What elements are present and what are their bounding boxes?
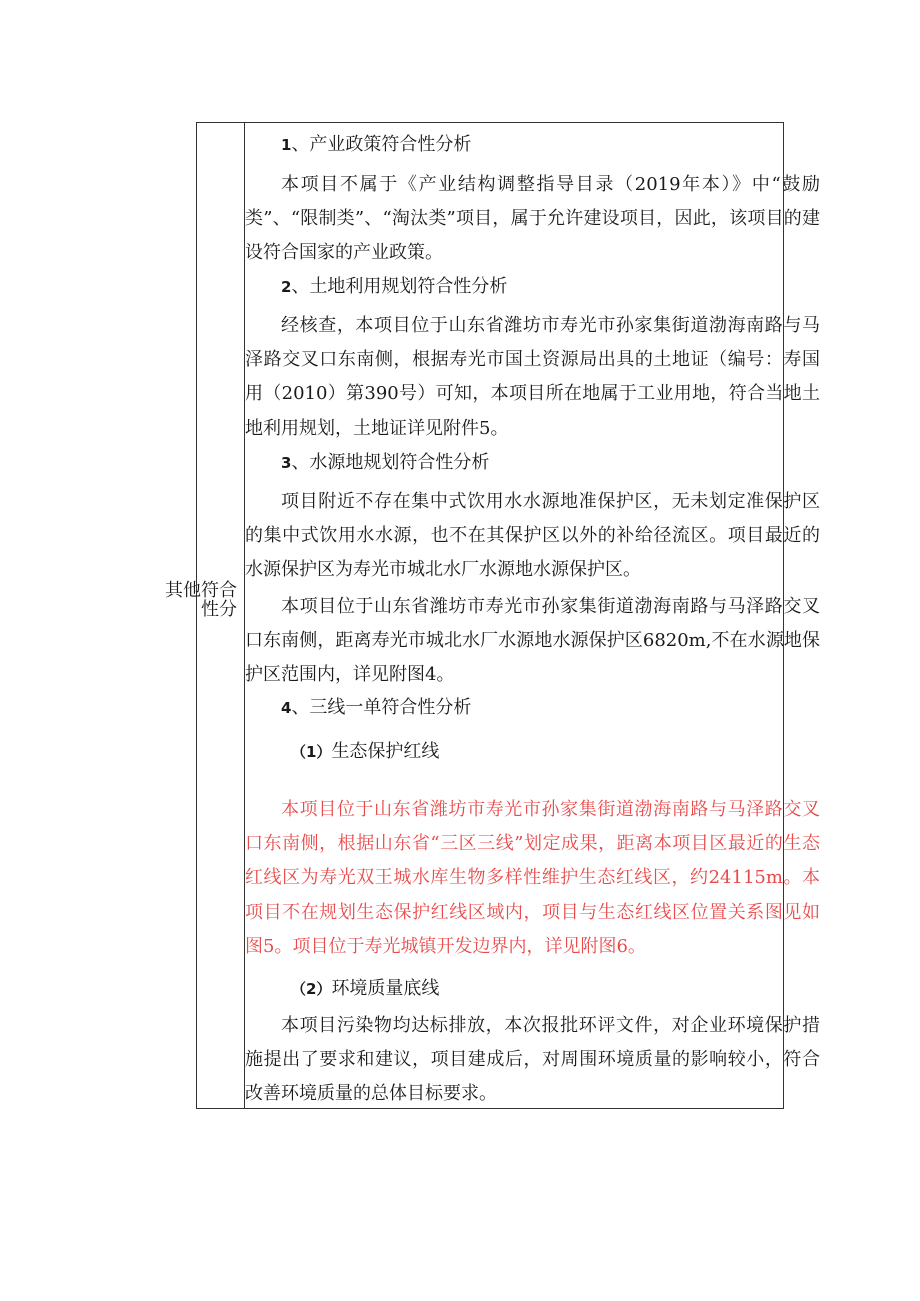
- paragraph-water-source-2: 本项目位于山东省潍坊市寿光市孙家集街道渤海南路与马泽路交叉口东南侧，距离寿光市城北水厂水源地水源保护区6820m,不在水源地保护区范围内，详见附图4。: [245, 596, 820, 686]
- content-cell: [245, 123, 820, 1108]
- section-heading: 3、水源地规划符合性分析: [281, 452, 490, 473]
- paragraph-land-use: 经核查，本项目位于山东省潍坊市寿光市孙家集街道渤海南路与马泽路交叉口东南侧，根据寿光市国土资源局出具的土地证（编号：寿国用（2010）第390号）可知，本项目所在地属于工业用地，符合当地土地利用规划，土地证详见附件5。: [245, 315, 820, 439]
- section-heading: 2、土地利用规划符合性分析: [281, 276, 508, 297]
- row-label-cell: [165, 123, 245, 1108]
- section-heading: 1、产业政策符合性分析: [281, 134, 472, 155]
- document-table: [165, 122, 820, 1109]
- subsection-heading: （2）环境质量底线: [291, 978, 440, 999]
- paragraph-industry-policy: 本项目不属于《产业结构调整指导目录（2019年本）》中“鼓励类”、“限制类”、“淘汰类”项目，属于允许建设项目，因此，该项目的建设符合国家的产业政策。: [245, 174, 820, 264]
- paragraph-water-source-1: 项目附近不存在集中式饮用水水源地准保护区，无未划定准保护区的集中式饮用水水源，也不在其保护区以外的补给径流区。项目最近的水源保护区为寿光市城北水厂水源地水源保护区。: [245, 491, 820, 581]
- paragraph-ecology-redline: 本项目位于山东省潍坊市寿光市孙家集街道渤海南路与马泽路交叉口东南侧，根据山东省“三区三线”划定成果，距离本项目区最近的生态红线区为寿光双王城水库生物多样性维护生态红线区，约24115m。本项目不在规划生态保护红线区域内，项目与生态红线区位置关系图见如图5。项目位于寿光城镇开发边界内，详见附图6。: [245, 799, 820, 957]
- section-heading: 4、三线一单符合性分析: [281, 697, 472, 718]
- subsection-heading: （1）生态保护红线: [291, 741, 440, 762]
- paragraph-environment-quality: 本项目污染物均达标排放，本次报批环评文件，对企业环境保护措施提出了要求和建议，项目建成后，对周围环境质量的影响较小，符合改善环境质量的总体目标要求。: [245, 1015, 820, 1105]
- row-label: 其他符合性分: [165, 580, 237, 620]
